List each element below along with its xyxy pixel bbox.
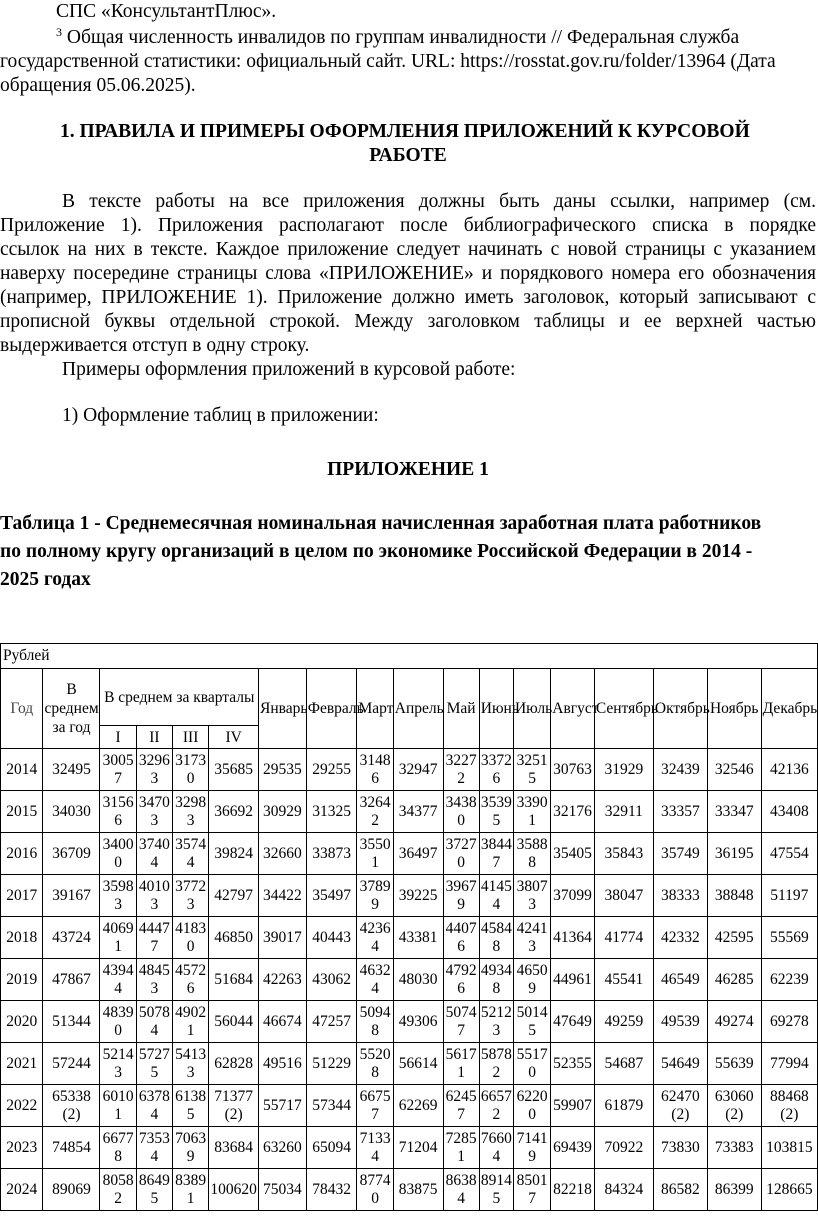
table-cell: 39679 xyxy=(443,875,479,917)
col-header-quarter: III xyxy=(173,726,209,749)
table-cell: 73830 xyxy=(653,1127,707,1169)
table-cell: 51197 xyxy=(761,875,817,917)
table-row xyxy=(1,1169,818,1211)
table-caption-line-2: по полному кругу организаций в целом по экономике Российской Федерации в 2014 - xyxy=(0,541,753,562)
col-header-month: Ноябрь xyxy=(707,669,761,749)
table-cell: 32911 xyxy=(594,791,653,833)
table-cell: 44076 xyxy=(443,917,479,959)
table-cell: 49021 xyxy=(173,1001,209,1043)
table-cell: 54687 xyxy=(594,1043,653,1085)
footnote-text: Общая численность инвалидов по группам инвалидности // Федеральная служба xyxy=(62,27,740,48)
year-cell: 2024 xyxy=(1,1169,43,1211)
footnote-mark: 3 xyxy=(56,25,62,39)
table-cell: 42332 xyxy=(653,917,707,959)
table-cell: 49539 xyxy=(653,1001,707,1043)
table-cell: 69439 xyxy=(551,1127,595,1169)
col-header-month: Январь xyxy=(259,669,307,749)
table-cell: 39225 xyxy=(393,875,443,917)
table-cell: 42364 xyxy=(357,917,393,959)
table-cell: 43062 xyxy=(306,959,357,1001)
table-cell: 35501 xyxy=(357,833,393,875)
table-row xyxy=(1,875,818,917)
table-cell: 31730 xyxy=(173,749,209,791)
table-cell: 42797 xyxy=(209,875,259,917)
table-cell: 86384 xyxy=(443,1169,479,1211)
table-cell: 69278 xyxy=(761,1001,817,1043)
table-cell: 50948 xyxy=(357,1001,393,1043)
col-header-month: Июнь xyxy=(479,669,513,749)
table-cell: 50784 xyxy=(136,1001,172,1043)
table-cell: 31325 xyxy=(306,791,357,833)
table-cell: 52123 xyxy=(479,1001,513,1043)
table-cell: 35749 xyxy=(653,833,707,875)
year-cell: 2020 xyxy=(1,1001,43,1043)
section-heading-line-2: РАБОТЕ xyxy=(369,145,447,166)
table-cell: 55208 xyxy=(357,1043,393,1085)
table-cell: 52143 xyxy=(100,1043,136,1085)
table-cell: 100620 xyxy=(209,1169,259,1211)
table-row xyxy=(1,1127,818,1169)
unit-label: Рублей xyxy=(1,644,818,669)
table-cell: 36709 xyxy=(43,833,100,875)
table-cell: 62457 xyxy=(443,1085,479,1127)
table-cell: 36195 xyxy=(707,833,761,875)
table-cell: 82218 xyxy=(551,1169,595,1211)
table-cell: 62470(2) xyxy=(653,1085,707,1127)
table-cell: 56614 xyxy=(393,1043,443,1085)
table-cell: 43944 xyxy=(100,959,136,1001)
table-cell: 51229 xyxy=(306,1043,357,1085)
table-cell: 63260 xyxy=(259,1127,307,1169)
table-cell: 37404 xyxy=(136,833,172,875)
table-cell: 66757 xyxy=(357,1085,393,1127)
table-cell: 50747 xyxy=(443,1001,479,1043)
appendix-heading: ПРИЛОЖЕНИЕ 1 xyxy=(327,459,489,480)
table-cell: 47257 xyxy=(306,1001,357,1043)
col-header-month: Июль xyxy=(513,669,550,749)
table-cell: 62200 xyxy=(513,1085,550,1127)
col-header-month: Октябрь xyxy=(653,669,707,749)
table-cell: 37723 xyxy=(173,875,209,917)
table-row xyxy=(1,791,818,833)
table-cell: 49348 xyxy=(479,959,513,1001)
table-cell: 42413 xyxy=(513,917,550,959)
table-cell: 39167 xyxy=(43,875,100,917)
table-row xyxy=(1,959,818,1001)
table-cell: 48453 xyxy=(136,959,172,1001)
table-cell: 38073 xyxy=(513,875,550,917)
col-header-month: Март xyxy=(357,669,393,749)
table-cell: 34000 xyxy=(100,833,136,875)
table-cell: 89069 xyxy=(43,1169,100,1211)
table-cell: 34422 xyxy=(259,875,307,917)
table-cell: 48390 xyxy=(100,1001,136,1043)
table-cell: 36497 xyxy=(393,833,443,875)
table-cell: 46674 xyxy=(259,1001,307,1043)
table-cell: 62828 xyxy=(209,1043,259,1085)
table-cell: 86495 xyxy=(136,1169,172,1211)
table-cell: 85017 xyxy=(513,1169,550,1211)
col-header-month: Декабрь xyxy=(761,669,817,749)
year-cell: 2015 xyxy=(1,791,43,833)
table-cell: 57244 xyxy=(43,1043,100,1085)
table-cell: 62239 xyxy=(761,959,817,1001)
table-cell: 38848 xyxy=(707,875,761,917)
col-header-quarter: II xyxy=(136,726,172,749)
table-cell: 71377(2) xyxy=(209,1085,259,1127)
table-cell: 33357 xyxy=(653,791,707,833)
table-cell: 72851 xyxy=(443,1127,479,1169)
table-cell: 32439 xyxy=(653,749,707,791)
table-row xyxy=(1,1085,818,1127)
col-header-avg-year: В среднем за год xyxy=(43,669,100,749)
table-cell: 33901 xyxy=(513,791,550,833)
table-cell: 71204 xyxy=(393,1127,443,1169)
table-cell: 31929 xyxy=(594,749,653,791)
table-cell: 74854 xyxy=(43,1127,100,1169)
table-cell: 49274 xyxy=(707,1001,761,1043)
table-cell: 83684 xyxy=(209,1127,259,1169)
table-cell: 35497 xyxy=(306,875,357,917)
table-cell: 46324 xyxy=(357,959,393,1001)
table-cell: 48030 xyxy=(393,959,443,1001)
table-cell: 70639 xyxy=(173,1127,209,1169)
table-cell: 61385 xyxy=(173,1085,209,1127)
table-cell: 45541 xyxy=(594,959,653,1001)
table-cell: 49306 xyxy=(393,1001,443,1043)
table-cell: 29255 xyxy=(306,749,357,791)
table-cell: 128665 xyxy=(761,1169,817,1211)
table-row xyxy=(1,917,818,959)
table-cell: 45848 xyxy=(479,917,513,959)
table-cell: 34030 xyxy=(43,791,100,833)
table-cell: 47554 xyxy=(761,833,817,875)
table-cell: 46549 xyxy=(653,959,707,1001)
year-cell: 2022 xyxy=(1,1085,43,1127)
table-cell: 32515 xyxy=(513,749,550,791)
examples-line: Примеры оформления приложений в курсовой работе: xyxy=(62,359,516,380)
year-cell: 2019 xyxy=(1,959,43,1001)
table-cell: 73534 xyxy=(136,1127,172,1169)
year-cell: 2018 xyxy=(1,917,43,959)
table-cell: 58782 xyxy=(479,1043,513,1085)
table-cell: 40103 xyxy=(136,875,172,917)
table-cell: 57344 xyxy=(306,1085,357,1127)
col-header-quarter: IV xyxy=(209,726,259,749)
table-cell: 42595 xyxy=(707,917,761,959)
table-cell: 35395 xyxy=(479,791,513,833)
table-cell: 52355 xyxy=(551,1043,595,1085)
table-cell: 41774 xyxy=(594,917,653,959)
table-cell: 89145 xyxy=(479,1169,513,1211)
col-header-avg-quarters: В среднем за кварталы xyxy=(100,669,259,726)
table-cell: 57275 xyxy=(136,1043,172,1085)
table-cell: 47926 xyxy=(443,959,479,1001)
table-cell: 37899 xyxy=(357,875,393,917)
table-cell: 78432 xyxy=(306,1169,357,1211)
list-item-1: 1) Оформление таблиц в приложении: xyxy=(62,405,379,426)
table-cell: 43381 xyxy=(393,917,443,959)
section-heading-line-1: 1. ПРАВИЛА И ПРИМЕРЫ ОФОРМЛЕНИЯ ПРИЛОЖЕНИЙ К КУРСОВОЙ xyxy=(60,121,750,142)
table-cell: 35843 xyxy=(594,833,653,875)
table-cell: 103815 xyxy=(761,1127,817,1169)
table-cell: 66572 xyxy=(479,1085,513,1127)
table-cell: 32947 xyxy=(393,749,443,791)
table-cell: 84324 xyxy=(594,1169,653,1211)
table-cell: 49516 xyxy=(259,1043,307,1085)
table-cell: 63060(2) xyxy=(707,1085,761,1127)
table-cell: 61879 xyxy=(594,1085,653,1127)
col-header-month: Сентябрь xyxy=(594,669,653,749)
footnote-line-3: обращения 05.06.2025). xyxy=(0,75,196,96)
table-cell: 59907 xyxy=(551,1085,595,1127)
table-cell: 32546 xyxy=(707,749,761,791)
paragraph-line-7: выдерживается отступ в одну строку. xyxy=(0,335,310,356)
table-cell: 71334 xyxy=(357,1127,393,1169)
table-cell: 32642 xyxy=(357,791,393,833)
year-cell: 2016 xyxy=(1,833,43,875)
table-row xyxy=(1,749,818,791)
table-cell: 88468(2) xyxy=(761,1085,817,1127)
table-cell: 87740 xyxy=(357,1169,393,1211)
table-cell: 54133 xyxy=(173,1043,209,1085)
table-cell: 47867 xyxy=(43,959,100,1001)
table-cell: 43408 xyxy=(761,791,817,833)
year-cell: 2023 xyxy=(1,1127,43,1169)
table-cell: 35685 xyxy=(209,749,259,791)
table-cell: 76604 xyxy=(479,1127,513,1169)
table-cell: 65338(2) xyxy=(43,1085,100,1127)
table-cell: 65094 xyxy=(306,1127,357,1169)
table-cell: 55717 xyxy=(259,1085,307,1127)
table-cell: 40443 xyxy=(306,917,357,959)
table-cell: 83875 xyxy=(393,1169,443,1211)
table-cell: 31566 xyxy=(100,791,136,833)
paragraph-line-6: прописной буквы отдельной строкой. Между заголовком таблицы и ее верхней частью xyxy=(0,311,816,332)
table-cell: 46509 xyxy=(513,959,550,1001)
table-cell: 32660 xyxy=(259,833,307,875)
table-cell: 44477 xyxy=(136,917,172,959)
table-cell: 49259 xyxy=(594,1001,653,1043)
table-cell: 56171 xyxy=(443,1043,479,1085)
table-cell: 60101 xyxy=(100,1085,136,1127)
table-cell: 46285 xyxy=(707,959,761,1001)
table-cell: 41830 xyxy=(173,917,209,959)
reference-tail: СПС «КонсультантПлюс». xyxy=(56,1,277,22)
table-cell: 40691 xyxy=(100,917,136,959)
col-header-month: Апрель xyxy=(393,669,443,749)
table-cell: 32963 xyxy=(136,749,172,791)
table-cell: 75034 xyxy=(259,1169,307,1211)
table-cell: 62269 xyxy=(393,1085,443,1127)
col-header-month: Май xyxy=(443,669,479,749)
paragraph-line-4: наверху посередине страницы слова «ПРИЛОЖЕНИЕ» и порядкового номера его обозначения xyxy=(0,263,816,284)
table-cell: 38333 xyxy=(653,875,707,917)
table-cell: 55639 xyxy=(707,1043,761,1085)
table-cell: 86582 xyxy=(653,1169,707,1211)
table-caption-line-3: 2025 годах xyxy=(0,569,91,590)
table-cell: 30763 xyxy=(551,749,595,791)
table-cell: 32983 xyxy=(173,791,209,833)
col-header-quarter: I xyxy=(100,726,136,749)
table-cell: 55170 xyxy=(513,1043,550,1085)
table-cell: 37270 xyxy=(443,833,479,875)
footnote-line-2: государственной статистики: официальный сайт. URL: https://rosstat.gov.ru/folder/13964 (Дата xyxy=(0,51,776,72)
table-cell: 34703 xyxy=(136,791,172,833)
table-cell: 86399 xyxy=(707,1169,761,1211)
table-cell: 33873 xyxy=(306,833,357,875)
table-cell: 51684 xyxy=(209,959,259,1001)
table-cell: 37099 xyxy=(551,875,595,917)
year-cell: 2014 xyxy=(1,749,43,791)
table-cell: 35888 xyxy=(513,833,550,875)
table-cell: 54649 xyxy=(653,1043,707,1085)
paragraph-line-3: ссылок на них в тексте. Каждое приложение следует начинать с новой страницы с указанием xyxy=(0,239,816,260)
table-cell: 35405 xyxy=(551,833,595,875)
table-cell: 32495 xyxy=(43,749,100,791)
table-cell: 29535 xyxy=(259,749,307,791)
table-cell: 35744 xyxy=(173,833,209,875)
table-cell: 73383 xyxy=(707,1127,761,1169)
col-header-month: Февраль xyxy=(306,669,357,749)
table-cell: 41454 xyxy=(479,875,513,917)
table-cell: 80582 xyxy=(100,1169,136,1211)
table-cell: 83891 xyxy=(173,1169,209,1211)
table-cell: 55569 xyxy=(761,917,817,959)
table-cell: 35983 xyxy=(100,875,136,917)
table-cell: 71419 xyxy=(513,1127,550,1169)
table-cell: 39017 xyxy=(259,917,307,959)
paragraph-line-2: Приложение 1). Приложения располагают после библиографического списка в порядке xyxy=(0,215,816,236)
salary-table xyxy=(0,643,818,1211)
table-cell: 30057 xyxy=(100,749,136,791)
table-cell: 50145 xyxy=(513,1001,550,1043)
table-cell: 70922 xyxy=(594,1127,653,1169)
col-header-year: Год xyxy=(1,669,43,749)
col-header-month: Август xyxy=(551,669,595,749)
footnote-line-1 xyxy=(56,26,739,50)
table-cell: 36692 xyxy=(209,791,259,833)
table-cell: 51344 xyxy=(43,1001,100,1043)
table-cell: 46850 xyxy=(209,917,259,959)
table-cell: 39824 xyxy=(209,833,259,875)
table-cell: 42263 xyxy=(259,959,307,1001)
table-cell: 32176 xyxy=(551,791,595,833)
table-cell: 41364 xyxy=(551,917,595,959)
year-cell: 2021 xyxy=(1,1043,43,1085)
table-cell: 38047 xyxy=(594,875,653,917)
table-cell: 34380 xyxy=(443,791,479,833)
table-row xyxy=(1,1043,818,1085)
table-row xyxy=(1,1001,818,1043)
paragraph-line-5: (например, ПРИЛОЖЕНИЕ 1). Приложение должно иметь заголовок, который записывают с xyxy=(0,287,816,308)
table-cell: 56044 xyxy=(209,1001,259,1043)
table-cell: 30929 xyxy=(259,791,307,833)
table-cell: 43724 xyxy=(43,917,100,959)
paragraph-line-1: В тексте работы на все приложения должны быть даны ссылки, например (см. xyxy=(62,191,816,212)
table-cell: 45726 xyxy=(173,959,209,1001)
table-cell: 33726 xyxy=(479,749,513,791)
table-cell: 32272 xyxy=(443,749,479,791)
table-cell: 33347 xyxy=(707,791,761,833)
table-cell: 42136 xyxy=(761,749,817,791)
table-cell: 31486 xyxy=(357,749,393,791)
table-cell: 34377 xyxy=(393,791,443,833)
table-caption-line-1: Таблица 1 - Среднемесячная номинальная начисленная заработная плата работников xyxy=(0,513,762,534)
table-cell: 44961 xyxy=(551,959,595,1001)
table-cell: 47649 xyxy=(551,1001,595,1043)
table-cell: 38447 xyxy=(479,833,513,875)
table-cell: 63784 xyxy=(136,1085,172,1127)
table-cell: 66778 xyxy=(100,1127,136,1169)
table-row xyxy=(1,833,818,875)
year-cell: 2017 xyxy=(1,875,43,917)
table-cell: 77994 xyxy=(761,1043,817,1085)
